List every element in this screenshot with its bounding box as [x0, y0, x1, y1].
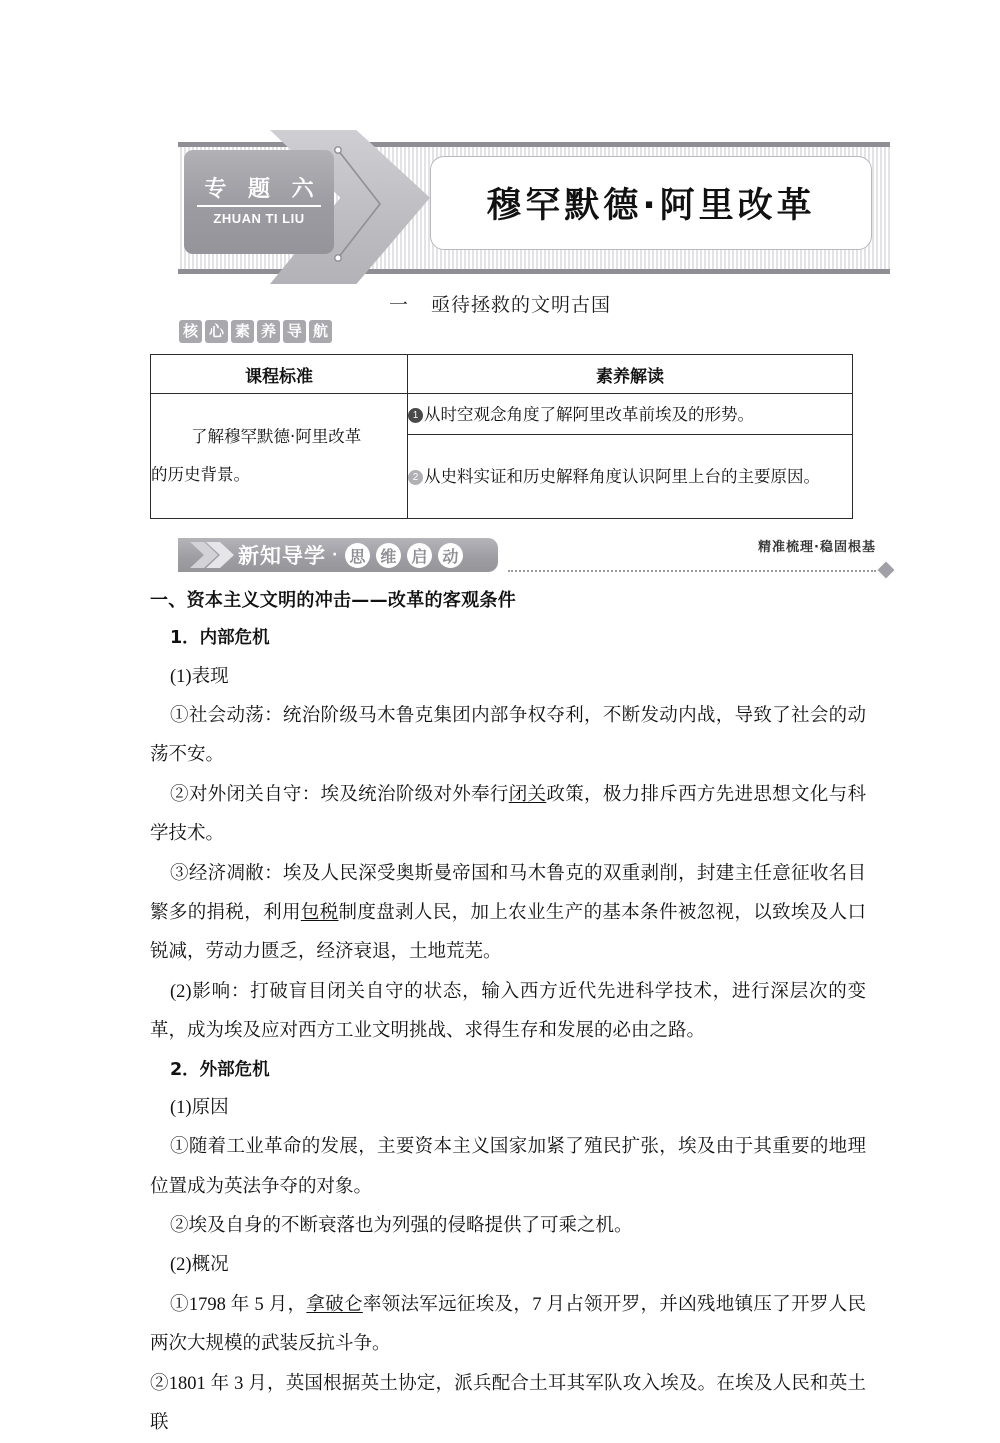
badge-chip: 养	[257, 320, 280, 343]
list-item: ①随着工业革命的发展，主要资本主义国家加紧了殖民扩张，埃及由于其重要的地理位置成为英法争夺的对象。	[150, 1128, 866, 1207]
study-guide-banner	[178, 538, 890, 580]
study-guide-separator: ·	[332, 547, 338, 563]
item-text: ③经济凋敝：埃及人民深受奥斯曼帝国和马木鲁克的双重剥削，封建主任意征收名目繁多的捐税，利用	[150, 864, 866, 923]
item-keyword: 闭关	[509, 785, 547, 805]
standard-line-2: 的历史背景。	[151, 456, 407, 494]
core-literacy-table	[150, 354, 853, 519]
banner-dotted-rule	[508, 570, 876, 572]
standard-line-1: 了解穆罕默德·阿里改革	[151, 418, 407, 456]
item-text-cont: 政策，极力排斥西方先进思想文化与科学技术。	[150, 785, 866, 844]
item-text: ①社会动荡：统治阶级马木鲁克集团内部争权夺利，不断发动内战，导致了社会的动荡不安。	[150, 706, 866, 765]
list-item	[150, 697, 866, 776]
banner-diamond-icon	[878, 562, 895, 579]
chevron-outline-icon	[324, 142, 392, 266]
page-title: 穆罕默德·阿里改革	[486, 178, 815, 228]
study-guide-circle: 维	[376, 543, 401, 568]
item-text-cont: 率领法军远征埃及，7 月占领开罗，并凶残地镇压了开罗人民两次大规模的武装反抗斗争。	[150, 1295, 866, 1354]
list-item: ②1801 年 3 月，英国根据英土协定，派兵配合土耳其军队攻入埃及。在埃及人民和英土联	[150, 1365, 866, 1443]
study-guide-part1: 新知导学	[238, 540, 326, 570]
list-item-影响: (2)影响：打破盲目闭关自守的状态，输入西方近代先进科学技术，进行深层次的变革，成为埃及应对西方工业文明挑战、求得生存和发展的必由之路。	[150, 973, 866, 1052]
list-item	[150, 855, 866, 973]
double-chevron-icon	[188, 538, 236, 572]
list-label-原因: (1)原因	[150, 1089, 866, 1128]
table-header-reading: 素养解读	[408, 355, 853, 394]
subsection-heading-1-2: 2．外部危机	[150, 1052, 866, 1089]
reading-text-1: 从时空观念角度了解阿里改革前埃及的形势。	[424, 405, 754, 424]
table-header-row	[151, 355, 853, 394]
item-keyword: 包税	[301, 903, 339, 923]
badge-chip: 航	[309, 320, 332, 343]
subsection-heading-1-1: 1．内部危机	[150, 620, 866, 657]
lesson-subtitle-text: 亟待拯救的文明古国	[431, 295, 611, 316]
badge-chip: 素	[231, 320, 254, 343]
study-guide-label	[238, 540, 464, 570]
lesson-body	[150, 582, 866, 1443]
banner-tagline: 精准梳理·稳固根基	[758, 536, 876, 555]
badge-chip: 心	[205, 320, 228, 343]
unit-number-pinyin: ZHUAN TI LIU	[213, 211, 304, 226]
study-guide-circle: 启	[407, 543, 432, 568]
lesson-number: 一	[389, 295, 409, 316]
section-heading-1: 一、资本主义文明的冲击——改革的客观条件	[150, 582, 866, 620]
badge-chip: 导	[283, 320, 306, 343]
table-cell-reading-2	[408, 435, 853, 519]
unit-number-box	[184, 150, 334, 254]
badge-chip: 核	[179, 320, 202, 343]
study-guide-circle: 思	[345, 543, 370, 568]
table-cell-standard	[151, 394, 408, 519]
list-item	[150, 1286, 866, 1365]
study-guide-tab	[178, 538, 498, 572]
unit-number-cn: 专 题 六	[197, 178, 320, 207]
item-keyword: 拿破仑	[306, 1295, 362, 1315]
chapter-title-plate	[430, 156, 872, 250]
core-literacy-badge	[179, 320, 332, 343]
list-item: ②埃及自身的不断衰落也为列强的侵略提供了可乘之机。	[150, 1207, 866, 1246]
table-cell-reading-1	[408, 394, 853, 435]
table-header-standard: 课程标准	[151, 355, 408, 394]
chapter-header	[178, 136, 890, 284]
study-guide-circle: 动	[438, 543, 463, 568]
marker-number-2: 2	[408, 470, 423, 485]
table-row	[151, 394, 853, 435]
list-item	[150, 776, 866, 855]
item-text: ①1798 年 5 月，	[170, 1295, 306, 1315]
marker-number-1: 1	[408, 408, 423, 423]
reading-text-2: 从史料实证和历史解释角度认识阿里上台的主要原因。	[424, 467, 820, 486]
list-label-概况: (2)概况	[150, 1246, 866, 1285]
item-text-cont: 制度盘剥人民，加上农业生产的基本条件被忽视，以致埃及人口锐减，劳动力匮乏，经济衰退，土地荒芜。	[150, 903, 866, 962]
item-text: ②对外闭关自守：埃及统治阶级对外奉行	[170, 785, 509, 805]
list-label-表现: (1)表现	[150, 658, 866, 697]
lesson-subtitle	[0, 290, 1000, 317]
